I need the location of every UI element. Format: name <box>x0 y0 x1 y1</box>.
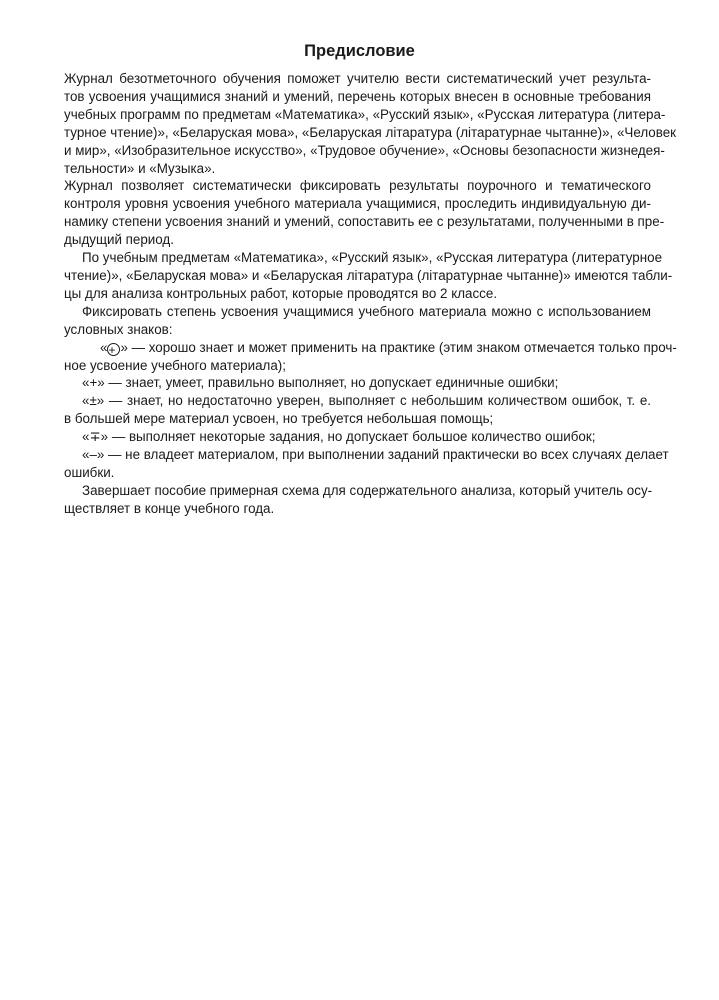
text-line: цы для анализа контрольных работ, которые проводятся во 2 классе. <box>64 285 498 301</box>
paragraph-2 <box>64 177 665 249</box>
sign-minus <box>64 446 669 482</box>
paragraph-1 <box>64 70 677 177</box>
text-line: и мир», «Изобразительное искусство», «Трудовое обучение», «Основы безопасности жизнедея- <box>64 142 665 158</box>
sign-description: — хорошо знает и может применить на практике (этим знаком отмечается только проч- <box>127 339 677 355</box>
text-line: ное усвоение учебного материала); <box>64 357 286 373</box>
text-line: условных знаков: <box>64 321 173 337</box>
sign-plus-minus <box>64 392 651 428</box>
text-line: тельности» и «Музыка». <box>64 160 216 176</box>
paragraph-3 <box>64 249 673 303</box>
paragraph-5 <box>64 482 651 518</box>
text-line: «∓» — выполняет некоторые задания, но допускает большое количество ошибок; <box>82 429 596 445</box>
text-line: намику степени усвоения знаний и умений, сопоставить ее с результатами, полученными в пре- <box>64 214 665 230</box>
text-line: ошибки. <box>64 464 115 480</box>
sign-plus <box>64 374 651 392</box>
text-line: «+» — знает, умеет, правильно выполняет, но допускает единичные ошибки; <box>82 375 559 391</box>
text-line: Фиксировать степень усвоения учащимися учебного материала можно с использованием <box>82 303 651 319</box>
preface-body <box>64 70 677 518</box>
text-line: ществляет в конце учебного года. <box>64 500 275 516</box>
text-line: «–» — не владеет материалом, при выполнении заданий практически во всех случаях делает <box>82 447 669 463</box>
text-line: тов усвоения учащимися знаний и умений, перечень которых внесен в основные требования <box>64 88 651 104</box>
paragraph-4 <box>64 303 651 339</box>
text-line: контроля уровня усвоения учебного материала учащимися, проследить индивидуальную ди- <box>64 196 651 212</box>
text-line: турное чтение)», «Беларуская мова», «Беларуская лiтаратура (лiтаратурнае чытанне)», «Человек <box>64 124 677 140</box>
quote-close: » <box>120 339 128 355</box>
sign-minus-plus <box>64 428 651 446</box>
text-line: По учебным предметам «Математика», «Русский язык», «Русская литература (литературное <box>82 250 663 266</box>
sign-circled-plus <box>64 339 677 375</box>
text-line: чтение)», «Беларуская мова» и «Беларуская лiтаратура (лiтаратурнае чытанне)» имеются табли- <box>64 267 673 283</box>
text-line: учебных программ по предметам «Математика», «Русский язык», «Русская литература (литера- <box>64 106 666 122</box>
text-line: дыдущий период. <box>64 232 174 248</box>
quote-open: « <box>100 339 108 355</box>
text-line: Журнал безотметочного обучения поможет учителю вести систематический учет результа- <box>64 71 651 86</box>
page-title: Предисловие <box>304 42 415 60</box>
text-line: Журнал позволяет систематически фиксировать результаты поурочного и тематического <box>64 178 651 194</box>
text-line: «±» — знает, но недостаточно уверен, выполняет с небольшим количеством ошибок, т. е. <box>82 393 651 409</box>
circled-plus-icon: + <box>107 343 120 356</box>
text-line <box>64 339 677 357</box>
text-line: в большей мере материал усвоен, но требуется небольшая помощь; <box>64 411 494 427</box>
text-line: Завершает пособие примерная схема для содержательного анализа, который учитель осу- <box>82 482 653 498</box>
